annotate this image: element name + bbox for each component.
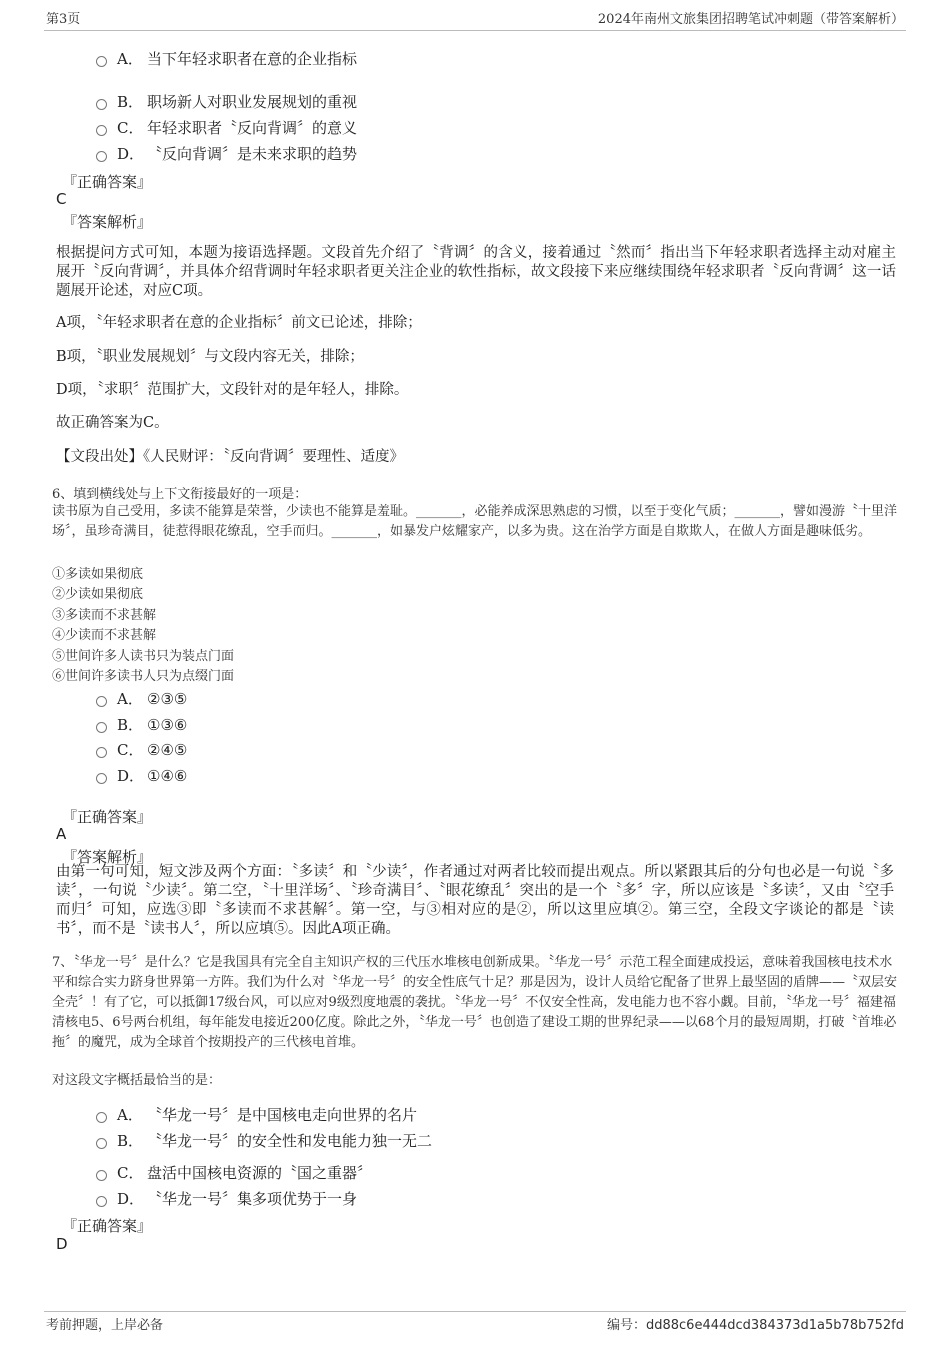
q5-note-d: D项，〝求职〞范围扩大，文段针对的是年轻人，排除。 (56, 382, 409, 398)
document-title: 2024年南州文旅集团招聘笔试冲刺题（带答案解析） (597, 12, 904, 27)
page-number: 第3页 (46, 12, 81, 27)
radio-icon[interactable] (96, 1170, 107, 1181)
q6-title: 6、填到横线处与上下文衔接最好的一项是： (52, 487, 308, 502)
q6-analysis-text: 由第一句可知，短文涉及两个方面：〝多读〞和〝少读〞，作者通过对两者比较而提出观点。所以紧跟其后的分句也必是一句说〝多读〞，一句说〝少读〞。第二空，〝十里洋场〞、〝珍奇满目〞、〝眼花缭乱〞突出的是一个〝多〞字，所以应该是〝多读〞，又由〝空手而归〞可知，应选③即〝多读而不求甚解〞。第一空，与③相对应的是②，所以这里应填②。第三空，全段文字谈论的都是〝读书〞，而不是〝读书人〞，所以应填⑤。因此A项正确。 (56, 864, 894, 937)
radio-icon[interactable] (96, 56, 107, 67)
q5-answer: C (56, 190, 67, 208)
q7-option-c[interactable]: C． 盘活中国核电资源的〝国之重器〞 (96, 1162, 372, 1183)
radio-icon[interactable] (96, 99, 107, 110)
q7-option-d[interactable]: D． 〝华龙一号〞集多项优势于一身 (96, 1188, 357, 1209)
q5-answer-label: 『正确答案』 (62, 173, 153, 191)
q7-option-a[interactable]: A． 〝华龙一号〞是中国核电走向世界的名片 (96, 1104, 417, 1125)
q7-question: 对这段文字概括最恰当的是： (52, 1073, 222, 1088)
q7-answer: D (56, 1235, 68, 1253)
radio-icon[interactable] (96, 747, 107, 758)
q7-passage: 7、〝华龙一号〞是什么？它是我国具有完全自主知识产权的三代压水堆核电创新成果。〝华龙一号〞示范工程全面建成投运，意味着我国核电技术水平和综合实力跻身世界第一方阵。我们为什么对〝华龙一号〞的安全性底气十足？那是因为，设计人员给它配备了世界上最坚固的盾牌——〝双层安全壳〞！有了它，可以抵御17级台风，可以应对9级烈度地震的袭扰。〝华龙一号〞不仅安全性高，发电能力也不容小觑。目前，〝华龙一号〞福建福清核电5、6号两台机组，每年能发电接近200亿度。除此之外，〝华龙一号〞也创造了建设工期的世界纪录——以68个月的最短周期，打破〝首堆必拖〞的魔咒，成为全球首个按期投产的三代核电首堆。 (52, 955, 898, 1050)
q7-option-b[interactable]: B． 〝华龙一号〞的安全性和发电能力独一无二 (96, 1130, 432, 1151)
radio-icon[interactable] (96, 151, 107, 162)
q5-source: 【文段出处】《人民财评：〝反向背调〞要理性、适度》 (56, 449, 404, 465)
q5-note-a: A项，〝年轻求职者在意的企业指标〞前文已论述，排除； (56, 315, 422, 331)
q5-note-b: B项，〝职业发展规划〞与文段内容无关，排除； (56, 349, 364, 365)
radio-icon[interactable] (96, 696, 107, 707)
radio-icon[interactable] (96, 773, 107, 784)
q5-analysis-text: 根据提问方式可知，本题为接语选择题。文段首先介绍了〝背调〞的含义，接着通过〝然而〞指出当下年轻求职者选择主动对雇主展开〝反向背调〞，并具体介绍背调时年轻求职者更关注企业的软性指标，故文段接下来应继续围绕年轻求职者〝反向背调〞这一话题展开论述，对应C项。 (56, 245, 896, 299)
header-divider (44, 30, 906, 31)
radio-icon[interactable] (96, 722, 107, 733)
q5-option-a[interactable]: A． 当下年轻求职者在意的企业指标 (96, 48, 357, 69)
q6-option-a[interactable]: A． ②③⑤ (96, 688, 187, 709)
q6-option-d[interactable]: D． ①④⑥ (96, 765, 187, 786)
q6-passage: 读书原为自己受用，多读不能算是荣誉，少读也不能算是羞耻。_______，必能养成深思熟虑的习惯，以至于变化气质；_______，譬如漫游〝十里洋场〞，虽珍奇满目，徒惹得眼花缭乱，空手而归。_______，如暴发户炫耀家产，以多为贵。这在治学方面是自欺欺人，在做人方面是趣味低劣。 (52, 504, 898, 539)
q6-item: ④少读而不求甚解 (52, 628, 157, 643)
radio-icon[interactable] (96, 1112, 107, 1123)
footer-divider (44, 1311, 906, 1312)
footer-slogan: 考前押题，上岸必备 (46, 1318, 164, 1333)
q6-answer-label: 『正确答案』 (62, 808, 153, 826)
q6-item: ⑤世间许多人读书只为装点门面 (52, 649, 235, 664)
q6-option-b[interactable]: B． ①③⑥ (96, 714, 187, 735)
q6-option-c[interactable]: C． ②④⑤ (96, 739, 187, 760)
radio-icon[interactable] (96, 125, 107, 136)
q6-answer: A (56, 825, 67, 843)
document-id: 编号：dd88c6e444dcd384373d1a5b78b752fd (606, 1318, 904, 1333)
q6-item: ①多读如果彻底 (52, 567, 144, 582)
q6-item: ⑥世间许多读书人只为点缀门面 (52, 669, 235, 684)
q5-option-b[interactable]: B． 职场新人对职业发展规划的重视 (96, 91, 357, 112)
q5-option-d[interactable]: D． 〝反向背调〞是未来求职的趋势 (96, 143, 357, 164)
q5-conclusion: 故正确答案为C。 (56, 415, 169, 431)
q6-item: ②少读如果彻底 (52, 587, 144, 602)
q5-analysis-label: 『答案解析』 (62, 213, 153, 231)
q7-answer-label: 『正确答案』 (62, 1217, 153, 1235)
q5-option-c[interactable]: C． 年轻求职者〝反向背调〞的意义 (96, 117, 357, 138)
q6-item: ③多读而不求甚解 (52, 608, 157, 623)
radio-icon[interactable] (96, 1138, 107, 1149)
radio-icon[interactable] (96, 1196, 107, 1207)
q6-analysis-label: 『答案解析』 (62, 848, 153, 866)
